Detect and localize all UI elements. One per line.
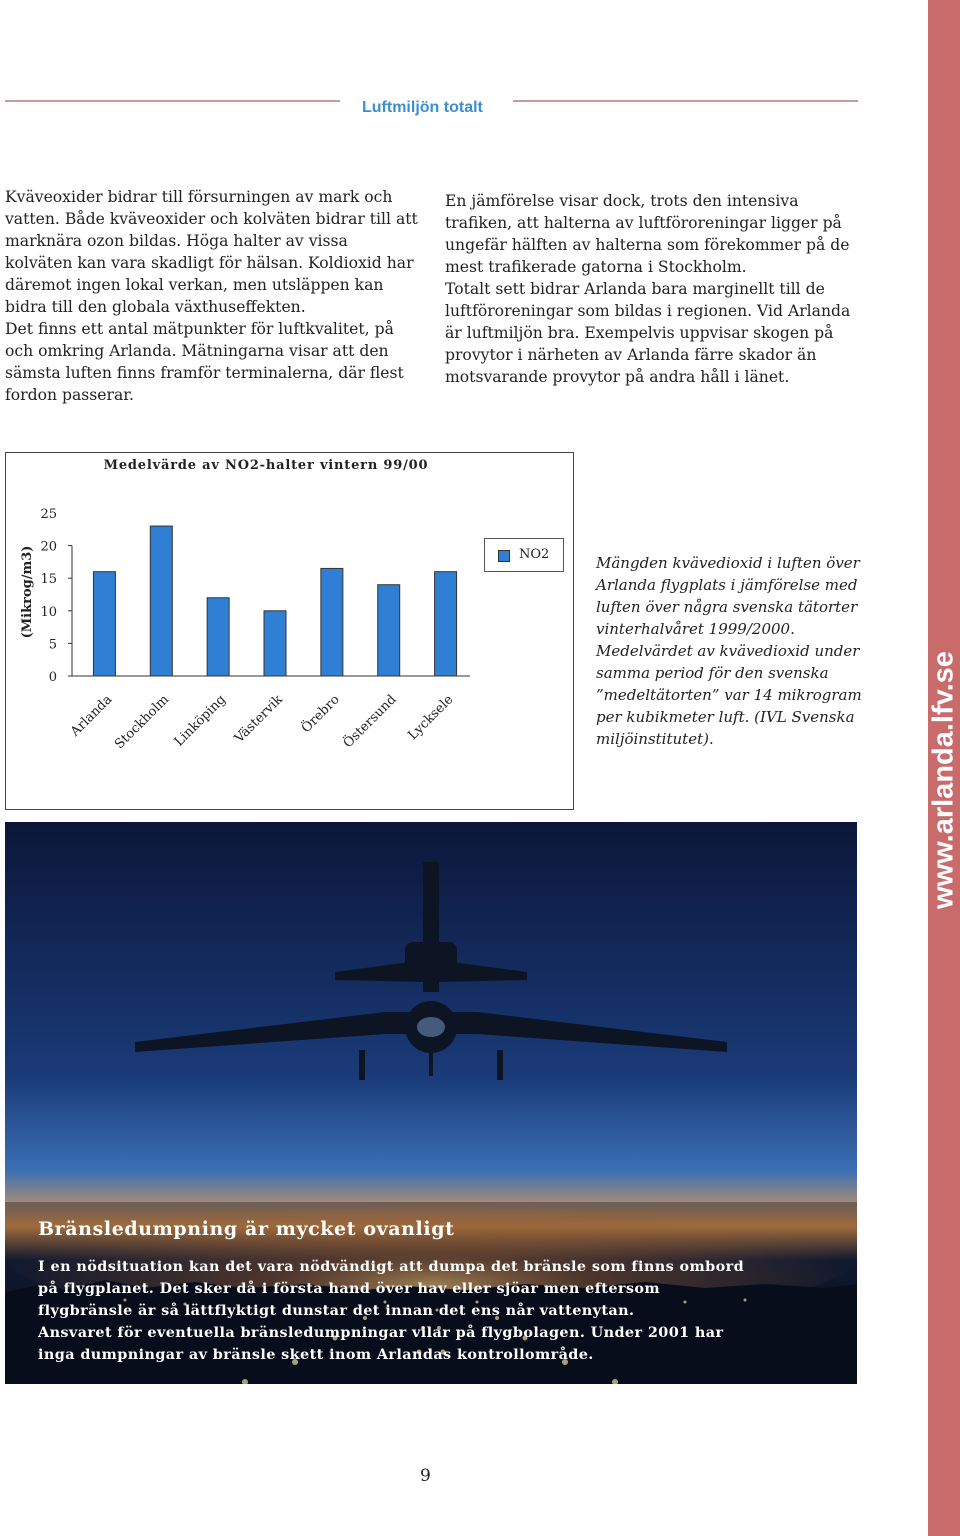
x-tick-label: Linköping	[171, 692, 229, 750]
box-paragraph: I en nödsituation kan det vara nödvändigt att dumpa det bränsle som finns ombord på flygplanet. Det sker då i första hand över hav eller sjöar men eftersom flygbränsle är så lättflyktigt dunstar det innan det ens når vattenytan.	[38, 1258, 745, 1319]
chart-bar	[321, 568, 343, 676]
caption-paragraph: Mängden kvävedioxid i luften över Arlanda flygplats i jämförelse med luften över några svenska tätorter vinterhalvåret 1999/2000.	[596, 554, 860, 638]
box-body	[38, 1256, 758, 1366]
header-rule-right	[513, 100, 858, 102]
chart-bar	[378, 585, 400, 676]
caption-paragraph: Medelvärdet av kvävedioxid under samma period för den svenska ”medeltätorten” var 14 mikrogram per kubikmeter luft. (IVL Svenska miljöinstitutet).	[596, 642, 862, 748]
legend-swatch	[498, 550, 510, 562]
page-header-title: Luftmiljön totalt	[362, 99, 483, 116]
chart-bar	[150, 526, 172, 676]
x-tick-label: Lycksele	[405, 692, 457, 744]
header-rule-left	[5, 100, 340, 102]
y-tick-label: 25	[40, 507, 57, 522]
website-url: www.arlanda.lfv.se	[927, 651, 960, 909]
x-tick-label: Östersund	[340, 692, 400, 752]
left-text-column	[5, 186, 420, 406]
chart-bar	[207, 598, 229, 676]
x-tick-label: Stockholm	[112, 692, 173, 753]
legend-label: NO2	[519, 547, 550, 562]
x-tick-label: Västervik	[231, 692, 286, 747]
left-paragraph: Kväveoxider bidrar till försurningen av mark och vatten. Både kväveoxider och kolväten bidrar till att marknära ozon bildas. Höga halter av vissa kolväten kan vara skadligt för hälsan. Koldioxid har däremot ingen lokal verkan, men utsläppen kan bidra till den globala växthuseffekten.	[5, 188, 418, 316]
chart-bar	[435, 572, 457, 676]
x-tick-label: Arlanda	[67, 692, 116, 740]
runway-photo	[5, 822, 857, 1384]
left-paragraph: Det finns ett antal mätpunkter för luftkvalitet, på och omkring Arlanda. Mätningarna visar att den sämsta luften finns framför terminalerna, där flest fordon passerar.	[5, 320, 404, 404]
chart-title: Medelvärde av NO2-halter vintern 99/00	[103, 458, 429, 473]
y-tick-label: 5	[48, 637, 57, 653]
page-number: 9	[420, 1466, 431, 1486]
chart-bar	[264, 611, 286, 676]
right-text-column	[445, 190, 865, 388]
box-title: Bränsledumpning är mycket ovanligt	[38, 1218, 455, 1240]
y-axis-label: (Mikrog/m3)	[20, 545, 35, 639]
no2-bar-chart	[0, 470, 480, 810]
y-tick-label: 20	[40, 539, 57, 555]
right-paragraph: Totalt sett bidrar Arlanda bara marginellt till de luftföroreningar som bildas i regionen. Vid Arlanda är luftmiljön bra. Exempelvis uppvisar skogen på provytor i närheten av Arlanda färre skador än motsvarande provytor på andra håll i länet.	[445, 280, 851, 386]
y-tick-label: 0	[48, 670, 57, 685]
y-tick-label: 15	[40, 572, 57, 588]
box-paragraph: Ansvaret för eventuella bränsledumpningar vilar på flygbolagen. Under 2001 har inga dumpningar av bränsle skett inom Arlandas kontrollområde.	[38, 1324, 724, 1363]
chart-legend	[484, 538, 564, 572]
chart-bar	[93, 572, 115, 676]
right-paragraph: En jämförelse visar dock, trots den intensiva trafiken, att halterna av luftföroreningar ligger på ungefär hälften av halterna som förekommer på de mest trafikerade gatorna i Stockholm.	[445, 192, 850, 276]
chart-caption	[596, 552, 886, 750]
y-tick-label: 10	[40, 604, 57, 620]
x-tick-label: Örebro	[298, 692, 343, 737]
